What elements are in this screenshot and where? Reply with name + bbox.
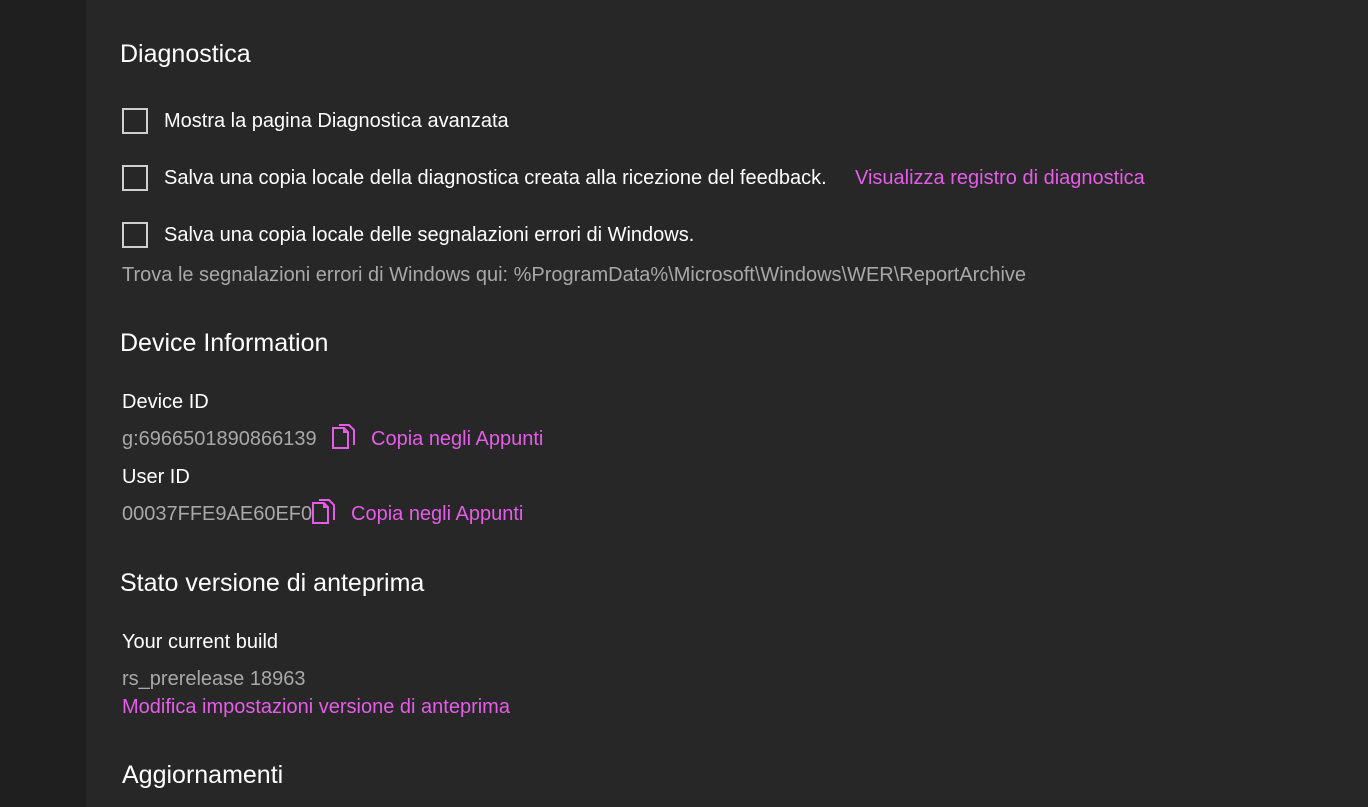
device-id-value: g:6966501890866139 <box>122 428 317 450</box>
wer-location-note: Trova le segnalazioni errori di Windows qui: %ProgramData%\Microsoft\Windows\WER\ReportArchive <box>122 264 1027 286</box>
save-local-error-reports-checkbox[interactable] <box>122 222 148 248</box>
save-local-error-reports-label[interactable]: Salva una copia locale delle segnalazioni errori di Windows. <box>164 224 695 246</box>
user-id-value: 00037FFE9AE60EF0 <box>122 503 313 525</box>
updates-heading: Aggiornamenti <box>122 761 284 789</box>
preview-status-heading: Stato versione di anteprima <box>120 569 425 597</box>
copy-device-id-link[interactable]: Copia negli Appunti <box>371 428 544 450</box>
show-advanced-diagnostics-label[interactable]: Mostra la pagina Diagnostica avanzata <box>164 110 509 132</box>
show-advanced-diagnostics-checkbox[interactable] <box>122 108 148 134</box>
copy-icon[interactable] <box>311 499 337 527</box>
diagnostics-heading: Diagnostica <box>120 40 251 68</box>
current-build-label: Your current build <box>122 631 279 653</box>
view-diagnostics-log-link[interactable]: Visualizza registro di diagnostica <box>855 167 1145 189</box>
settings-content <box>86 0 1368 807</box>
user-id-label: User ID <box>122 466 190 488</box>
copy-icon[interactable] <box>331 424 357 452</box>
left-navigation-pane <box>0 0 86 807</box>
copy-user-id-link[interactable]: Copia negli Appunti <box>351 503 524 525</box>
device-information-heading: Device Information <box>120 329 329 357</box>
device-id-label: Device ID <box>122 391 209 413</box>
save-local-diagnostics-checkbox[interactable] <box>122 165 148 191</box>
save-local-diagnostics-label[interactable]: Salva una copia locale della diagnostica creata alla ricezione del feedback. <box>164 167 827 189</box>
current-build-value: rs_prerelease 18963 <box>122 668 306 690</box>
preview-settings-link[interactable]: Modifica impostazioni versione di anteprima <box>122 696 510 718</box>
